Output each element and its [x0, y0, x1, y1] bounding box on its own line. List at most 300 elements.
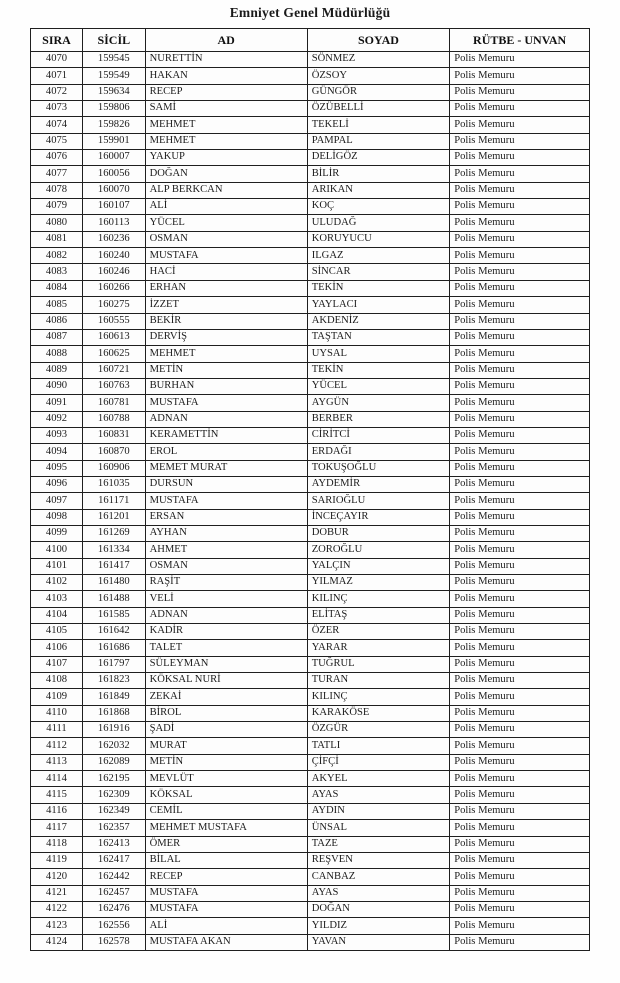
- table-row: [31, 885, 590, 901]
- cell-sira: 4093: [31, 427, 83, 443]
- cell-sira: 4109: [31, 689, 83, 705]
- cell-ad: BEKİR: [145, 313, 307, 329]
- cell-sira: 4073: [31, 101, 83, 117]
- table-row: [31, 427, 590, 443]
- table-row: [31, 607, 590, 623]
- cell-soyad: DOĞAN: [307, 901, 450, 917]
- cell-soyad: ERDAĞI: [307, 444, 450, 460]
- table-row: [31, 918, 590, 934]
- cell-rutbe-unvan: Polis Memuru: [450, 52, 590, 68]
- cell-ad: KÖKSAL: [145, 787, 307, 803]
- cell-ad: BURHAN: [145, 378, 307, 394]
- cell-rutbe-unvan: Polis Memuru: [450, 918, 590, 934]
- cell-sicil: 161823: [82, 673, 145, 689]
- cell-sira: 4122: [31, 901, 83, 917]
- table-row: [31, 101, 590, 117]
- cell-sicil: 162413: [82, 836, 145, 852]
- cell-sicil: 161916: [82, 722, 145, 738]
- cell-soyad: YAVAN: [307, 934, 450, 950]
- cell-soyad: SÖNMEZ: [307, 52, 450, 68]
- cell-sicil: 161868: [82, 705, 145, 721]
- cell-ad: NURETTİN: [145, 52, 307, 68]
- cell-rutbe-unvan: Polis Memuru: [450, 378, 590, 394]
- cell-sira: 4072: [31, 84, 83, 100]
- table-row: [31, 591, 590, 607]
- cell-sira: 4076: [31, 150, 83, 166]
- cell-sicil: 160275: [82, 297, 145, 313]
- cell-ad: RECEP: [145, 84, 307, 100]
- table-row: [31, 803, 590, 819]
- table-row: [31, 836, 590, 852]
- cell-soyad: AKDENİZ: [307, 313, 450, 329]
- cell-sira: 4095: [31, 460, 83, 476]
- cell-soyad: TEKELİ: [307, 117, 450, 133]
- table-row: [31, 68, 590, 84]
- cell-sira: 4070: [31, 52, 83, 68]
- cell-ad: MUSTAFA: [145, 493, 307, 509]
- cell-soyad: AYAS: [307, 885, 450, 901]
- cell-sicil: 160613: [82, 329, 145, 345]
- cell-sira: 4112: [31, 738, 83, 754]
- cell-sira: 4075: [31, 133, 83, 149]
- cell-ad: HACİ: [145, 264, 307, 280]
- cell-sicil: 162309: [82, 787, 145, 803]
- cell-rutbe-unvan: Polis Memuru: [450, 215, 590, 231]
- cell-soyad: YAYLACI: [307, 297, 450, 313]
- cell-ad: KÖKSAL NURİ: [145, 673, 307, 689]
- cell-sira: 4077: [31, 166, 83, 182]
- cell-rutbe-unvan: Polis Memuru: [450, 754, 590, 770]
- table-row: [31, 558, 590, 574]
- cell-rutbe-unvan: Polis Memuru: [450, 493, 590, 509]
- cell-rutbe-unvan: Polis Memuru: [450, 280, 590, 296]
- cell-sira: 4106: [31, 640, 83, 656]
- cell-ad: VELİ: [145, 591, 307, 607]
- table-row: [31, 166, 590, 182]
- cell-rutbe-unvan: Polis Memuru: [450, 395, 590, 411]
- cell-sicil: 162349: [82, 803, 145, 819]
- cell-ad: ŞADİ: [145, 722, 307, 738]
- cell-soyad: TEKİN: [307, 362, 450, 378]
- table-row: [31, 84, 590, 100]
- cell-sira: 4115: [31, 787, 83, 803]
- cell-rutbe-unvan: Polis Memuru: [450, 411, 590, 427]
- table-row: [31, 656, 590, 672]
- table-row: [31, 624, 590, 640]
- table-row: [31, 329, 590, 345]
- table-body: [31, 52, 590, 951]
- cell-sicil: 162476: [82, 901, 145, 917]
- cell-rutbe-unvan: Polis Memuru: [450, 329, 590, 345]
- cell-soyad: DOBUR: [307, 525, 450, 541]
- cell-rutbe-unvan: Polis Memuru: [450, 248, 590, 264]
- cell-soyad: ÖZSOY: [307, 68, 450, 84]
- cell-sicil: 162442: [82, 869, 145, 885]
- cell-sicil: 160266: [82, 280, 145, 296]
- cell-sira: 4084: [31, 280, 83, 296]
- cell-sicil: 159901: [82, 133, 145, 149]
- table-row: [31, 215, 590, 231]
- cell-soyad: YÜCEL: [307, 378, 450, 394]
- table-row: [31, 705, 590, 721]
- cell-rutbe-unvan: Polis Memuru: [450, 656, 590, 672]
- cell-ad: METİN: [145, 754, 307, 770]
- table-row: [31, 754, 590, 770]
- personnel-table: [30, 28, 590, 951]
- cell-sira: 4097: [31, 493, 83, 509]
- cell-ad: MEHMET: [145, 346, 307, 362]
- cell-soyad: KOÇ: [307, 199, 450, 215]
- table-row: [31, 509, 590, 525]
- cell-soyad: UYSAL: [307, 346, 450, 362]
- table-row: [31, 199, 590, 215]
- cell-rutbe-unvan: Polis Memuru: [450, 689, 590, 705]
- cell-sicil: 162032: [82, 738, 145, 754]
- cell-ad: MEHMET MUSTAFA: [145, 820, 307, 836]
- cell-sicil: 162195: [82, 771, 145, 787]
- table-row: [31, 182, 590, 198]
- cell-ad: ERHAN: [145, 280, 307, 296]
- cell-ad: ZEKAİ: [145, 689, 307, 705]
- cell-sira: 4074: [31, 117, 83, 133]
- cell-ad: KERAMETTİN: [145, 427, 307, 443]
- cell-ad: MUSTAFA AKAN: [145, 934, 307, 950]
- cell-ad: ADNAN: [145, 607, 307, 623]
- cell-soyad: TAZE: [307, 836, 450, 852]
- cell-sira: 4102: [31, 575, 83, 591]
- cell-soyad: GÜNGÖR: [307, 84, 450, 100]
- cell-sicil: 159634: [82, 84, 145, 100]
- cell-rutbe-unvan: Polis Memuru: [450, 836, 590, 852]
- cell-sira: 4113: [31, 754, 83, 770]
- table-row: [31, 362, 590, 378]
- cell-rutbe-unvan: Polis Memuru: [450, 787, 590, 803]
- cell-sicil: 161201: [82, 509, 145, 525]
- cell-sira: 4099: [31, 525, 83, 541]
- cell-rutbe-unvan: Polis Memuru: [450, 346, 590, 362]
- cell-soyad: DELİGÖZ: [307, 150, 450, 166]
- table-row: [31, 411, 590, 427]
- cell-sicil: 160831: [82, 427, 145, 443]
- cell-soyad: KARAKÖSE: [307, 705, 450, 721]
- cell-ad: AYHAN: [145, 525, 307, 541]
- cell-soyad: ARIKAN: [307, 182, 450, 198]
- table-row: [31, 493, 590, 509]
- cell-sicil: 161171: [82, 493, 145, 509]
- cell-rutbe-unvan: Polis Memuru: [450, 476, 590, 492]
- cell-rutbe-unvan: Polis Memuru: [450, 264, 590, 280]
- cell-sicil: 159549: [82, 68, 145, 84]
- cell-sicil: 162578: [82, 934, 145, 950]
- cell-ad: DERVİŞ: [145, 329, 307, 345]
- cell-sira: 4103: [31, 591, 83, 607]
- cell-soyad: ÖZÜBELLİ: [307, 101, 450, 117]
- cell-sicil: 160721: [82, 362, 145, 378]
- cell-sicil: 160236: [82, 231, 145, 247]
- cell-rutbe-unvan: Polis Memuru: [450, 673, 590, 689]
- cell-ad: CEMİL: [145, 803, 307, 819]
- cell-rutbe-unvan: Polis Memuru: [450, 427, 590, 443]
- cell-sira: 4094: [31, 444, 83, 460]
- cell-sicil: 161035: [82, 476, 145, 492]
- cell-sira: 4105: [31, 624, 83, 640]
- cell-sira: 4108: [31, 673, 83, 689]
- cell-sicil: 160240: [82, 248, 145, 264]
- table-row: [31, 525, 590, 541]
- cell-ad: HAKAN: [145, 68, 307, 84]
- cell-ad: MEHMET: [145, 117, 307, 133]
- cell-soyad: TUĞRUL: [307, 656, 450, 672]
- cell-ad: MURAT: [145, 738, 307, 754]
- cell-sira: 4085: [31, 297, 83, 313]
- cell-ad: OSMAN: [145, 558, 307, 574]
- cell-rutbe-unvan: Polis Memuru: [450, 199, 590, 215]
- cell-ad: YAKUP: [145, 150, 307, 166]
- cell-soyad: REŞVEN: [307, 852, 450, 868]
- cell-rutbe-unvan: Polis Memuru: [450, 722, 590, 738]
- table-row: [31, 689, 590, 705]
- cell-ad: MEMET MURAT: [145, 460, 307, 476]
- table-row: [31, 673, 590, 689]
- cell-soyad: TEKİN: [307, 280, 450, 296]
- cell-soyad: TATLI: [307, 738, 450, 754]
- table-row: [31, 934, 590, 950]
- cell-sira: 4071: [31, 68, 83, 84]
- table-row: [31, 150, 590, 166]
- cell-ad: BİLAL: [145, 852, 307, 868]
- cell-rutbe-unvan: Polis Memuru: [450, 460, 590, 476]
- cell-sicil: 161642: [82, 624, 145, 640]
- cell-sira: 4118: [31, 836, 83, 852]
- cell-sira: 4124: [31, 934, 83, 950]
- cell-ad: SÜLEYMAN: [145, 656, 307, 672]
- cell-sira: 4098: [31, 509, 83, 525]
- cell-rutbe-unvan: Polis Memuru: [450, 705, 590, 721]
- cell-soyad: İNCEÇAYIR: [307, 509, 450, 525]
- cell-sira: 4101: [31, 558, 83, 574]
- cell-ad: OSMAN: [145, 231, 307, 247]
- cell-soyad: SİNCAR: [307, 264, 450, 280]
- table-header: [31, 29, 590, 52]
- cell-sicil: 160781: [82, 395, 145, 411]
- table-row: [31, 901, 590, 917]
- cell-rutbe-unvan: Polis Memuru: [450, 640, 590, 656]
- table-row: [31, 346, 590, 362]
- cell-rutbe-unvan: Polis Memuru: [450, 182, 590, 198]
- cell-rutbe-unvan: Polis Memuru: [450, 885, 590, 901]
- table-header-row: [31, 29, 590, 52]
- cell-sira: 4078: [31, 182, 83, 198]
- cell-sicil: 159806: [82, 101, 145, 117]
- cell-ad: İZZET: [145, 297, 307, 313]
- cell-sira: 4088: [31, 346, 83, 362]
- cell-ad: ÖMER: [145, 836, 307, 852]
- cell-sicil: 160107: [82, 199, 145, 215]
- cell-sira: 4081: [31, 231, 83, 247]
- cell-soyad: KORUYUCU: [307, 231, 450, 247]
- cell-soyad: AYDIN: [307, 803, 450, 819]
- cell-rutbe-unvan: Polis Memuru: [450, 231, 590, 247]
- cell-rutbe-unvan: Polis Memuru: [450, 820, 590, 836]
- cell-soyad: ILGAZ: [307, 248, 450, 264]
- table-row: [31, 869, 590, 885]
- table-row: [31, 476, 590, 492]
- cell-sira: 4091: [31, 395, 83, 411]
- cell-rutbe-unvan: Polis Memuru: [450, 591, 590, 607]
- table-row: [31, 395, 590, 411]
- cell-sicil: 160070: [82, 182, 145, 198]
- cell-soyad: TOKUŞOĞLU: [307, 460, 450, 476]
- cell-sira: 4107: [31, 656, 83, 672]
- cell-rutbe-unvan: Polis Memuru: [450, 525, 590, 541]
- cell-sicil: 160246: [82, 264, 145, 280]
- cell-rutbe-unvan: Polis Memuru: [450, 117, 590, 133]
- cell-rutbe-unvan: Polis Memuru: [450, 803, 590, 819]
- cell-soyad: ELİTAŞ: [307, 607, 450, 623]
- cell-soyad: YILDIZ: [307, 918, 450, 934]
- table-row: [31, 738, 590, 754]
- cell-rutbe-unvan: Polis Memuru: [450, 852, 590, 868]
- cell-soyad: PAMPAL: [307, 133, 450, 149]
- cell-soyad: AYAS: [307, 787, 450, 803]
- cell-sicil: 160056: [82, 166, 145, 182]
- cell-sicil: 160763: [82, 378, 145, 394]
- cell-sicil: 161269: [82, 525, 145, 541]
- cell-sira: 4111: [31, 722, 83, 738]
- table-row: [31, 575, 590, 591]
- cell-rutbe-unvan: Polis Memuru: [450, 101, 590, 117]
- page-title: Emniyet Genel Müdürlüğü: [229, 5, 391, 20]
- cell-sira: 4086: [31, 313, 83, 329]
- cell-sicil: 162417: [82, 852, 145, 868]
- cell-rutbe-unvan: Polis Memuru: [450, 901, 590, 917]
- table-row: [31, 542, 590, 558]
- cell-sira: 4087: [31, 329, 83, 345]
- cell-sicil: 160113: [82, 215, 145, 231]
- cell-rutbe-unvan: Polis Memuru: [450, 313, 590, 329]
- cell-sira: 4121: [31, 885, 83, 901]
- cell-soyad: AKYEL: [307, 771, 450, 787]
- cell-sicil: 161480: [82, 575, 145, 591]
- cell-soyad: ÖZGÜR: [307, 722, 450, 738]
- cell-ad: KADİR: [145, 624, 307, 640]
- cell-sicil: 159826: [82, 117, 145, 133]
- cell-rutbe-unvan: Polis Memuru: [450, 509, 590, 525]
- table-row: [31, 264, 590, 280]
- header-rutbe-unvan: RÜTBE - UNVAN: [450, 29, 590, 52]
- cell-sicil: 161797: [82, 656, 145, 672]
- cell-sicil: 162556: [82, 918, 145, 934]
- table-row: [31, 444, 590, 460]
- cell-sira: 4114: [31, 771, 83, 787]
- cell-sira: 4092: [31, 411, 83, 427]
- table-row: [31, 378, 590, 394]
- cell-ad: ERSAN: [145, 509, 307, 525]
- table-row: [31, 460, 590, 476]
- cell-rutbe-unvan: Polis Memuru: [450, 133, 590, 149]
- cell-sicil: 162089: [82, 754, 145, 770]
- cell-soyad: AYGÜN: [307, 395, 450, 411]
- cell-ad: SAMİ: [145, 101, 307, 117]
- cell-soyad: ÖZER: [307, 624, 450, 640]
- cell-sicil: 160788: [82, 411, 145, 427]
- table-row: [31, 248, 590, 264]
- cell-ad: MEHMET: [145, 133, 307, 149]
- cell-sira: 4100: [31, 542, 83, 558]
- cell-rutbe-unvan: Polis Memuru: [450, 934, 590, 950]
- cell-soyad: TAŞTAN: [307, 329, 450, 345]
- table-row: [31, 722, 590, 738]
- cell-sicil: 161686: [82, 640, 145, 656]
- header-ad: AD: [145, 29, 307, 52]
- cell-ad: MUSTAFA: [145, 395, 307, 411]
- cell-ad: AHMET: [145, 542, 307, 558]
- cell-ad: MUSTAFA: [145, 885, 307, 901]
- cell-sira: 4079: [31, 199, 83, 215]
- cell-sira: 4090: [31, 378, 83, 394]
- cell-rutbe-unvan: Polis Memuru: [450, 624, 590, 640]
- cell-soyad: AYDEMİR: [307, 476, 450, 492]
- cell-ad: MUSTAFA: [145, 248, 307, 264]
- cell-ad: METİN: [145, 362, 307, 378]
- cell-rutbe-unvan: Polis Memuru: [450, 558, 590, 574]
- cell-soyad: KILINÇ: [307, 689, 450, 705]
- table-row: [31, 297, 590, 313]
- cell-ad: ALİ: [145, 199, 307, 215]
- cell-rutbe-unvan: Polis Memuru: [450, 444, 590, 460]
- cell-ad: ADNAN: [145, 411, 307, 427]
- cell-sira: 4082: [31, 248, 83, 264]
- table-row: [31, 313, 590, 329]
- cell-soyad: YILMAZ: [307, 575, 450, 591]
- cell-ad: BİROL: [145, 705, 307, 721]
- cell-rutbe-unvan: Polis Memuru: [450, 150, 590, 166]
- cell-rutbe-unvan: Polis Memuru: [450, 738, 590, 754]
- cell-rutbe-unvan: Polis Memuru: [450, 84, 590, 100]
- cell-rutbe-unvan: Polis Memuru: [450, 297, 590, 313]
- cell-soyad: BİLİR: [307, 166, 450, 182]
- cell-soyad: BERBER: [307, 411, 450, 427]
- cell-sicil: 160870: [82, 444, 145, 460]
- cell-soyad: TURAN: [307, 673, 450, 689]
- cell-sira: 4117: [31, 820, 83, 836]
- cell-rutbe-unvan: Polis Memuru: [450, 771, 590, 787]
- cell-sicil: 160625: [82, 346, 145, 362]
- cell-sicil: 160906: [82, 460, 145, 476]
- cell-ad: MEVLÜT: [145, 771, 307, 787]
- cell-sicil: 162457: [82, 885, 145, 901]
- header-soyad: SOYAD: [307, 29, 450, 52]
- cell-sira: 4120: [31, 869, 83, 885]
- cell-soyad: YALÇIN: [307, 558, 450, 574]
- cell-sicil: 159545: [82, 52, 145, 68]
- cell-rutbe-unvan: Polis Memuru: [450, 68, 590, 84]
- table-row: [31, 280, 590, 296]
- header-sira: SIRA: [31, 29, 83, 52]
- cell-sira: 4080: [31, 215, 83, 231]
- header-sicil: SİCİL: [82, 29, 145, 52]
- cell-soyad: ÇİFÇİ: [307, 754, 450, 770]
- table-row: [31, 117, 590, 133]
- table-row: [31, 231, 590, 247]
- cell-sicil: 161334: [82, 542, 145, 558]
- cell-soyad: ULUDAĞ: [307, 215, 450, 231]
- cell-rutbe-unvan: Polis Memuru: [450, 607, 590, 623]
- cell-sicil: 161585: [82, 607, 145, 623]
- cell-ad: DOĞAN: [145, 166, 307, 182]
- cell-rutbe-unvan: Polis Memuru: [450, 575, 590, 591]
- table-row: [31, 771, 590, 787]
